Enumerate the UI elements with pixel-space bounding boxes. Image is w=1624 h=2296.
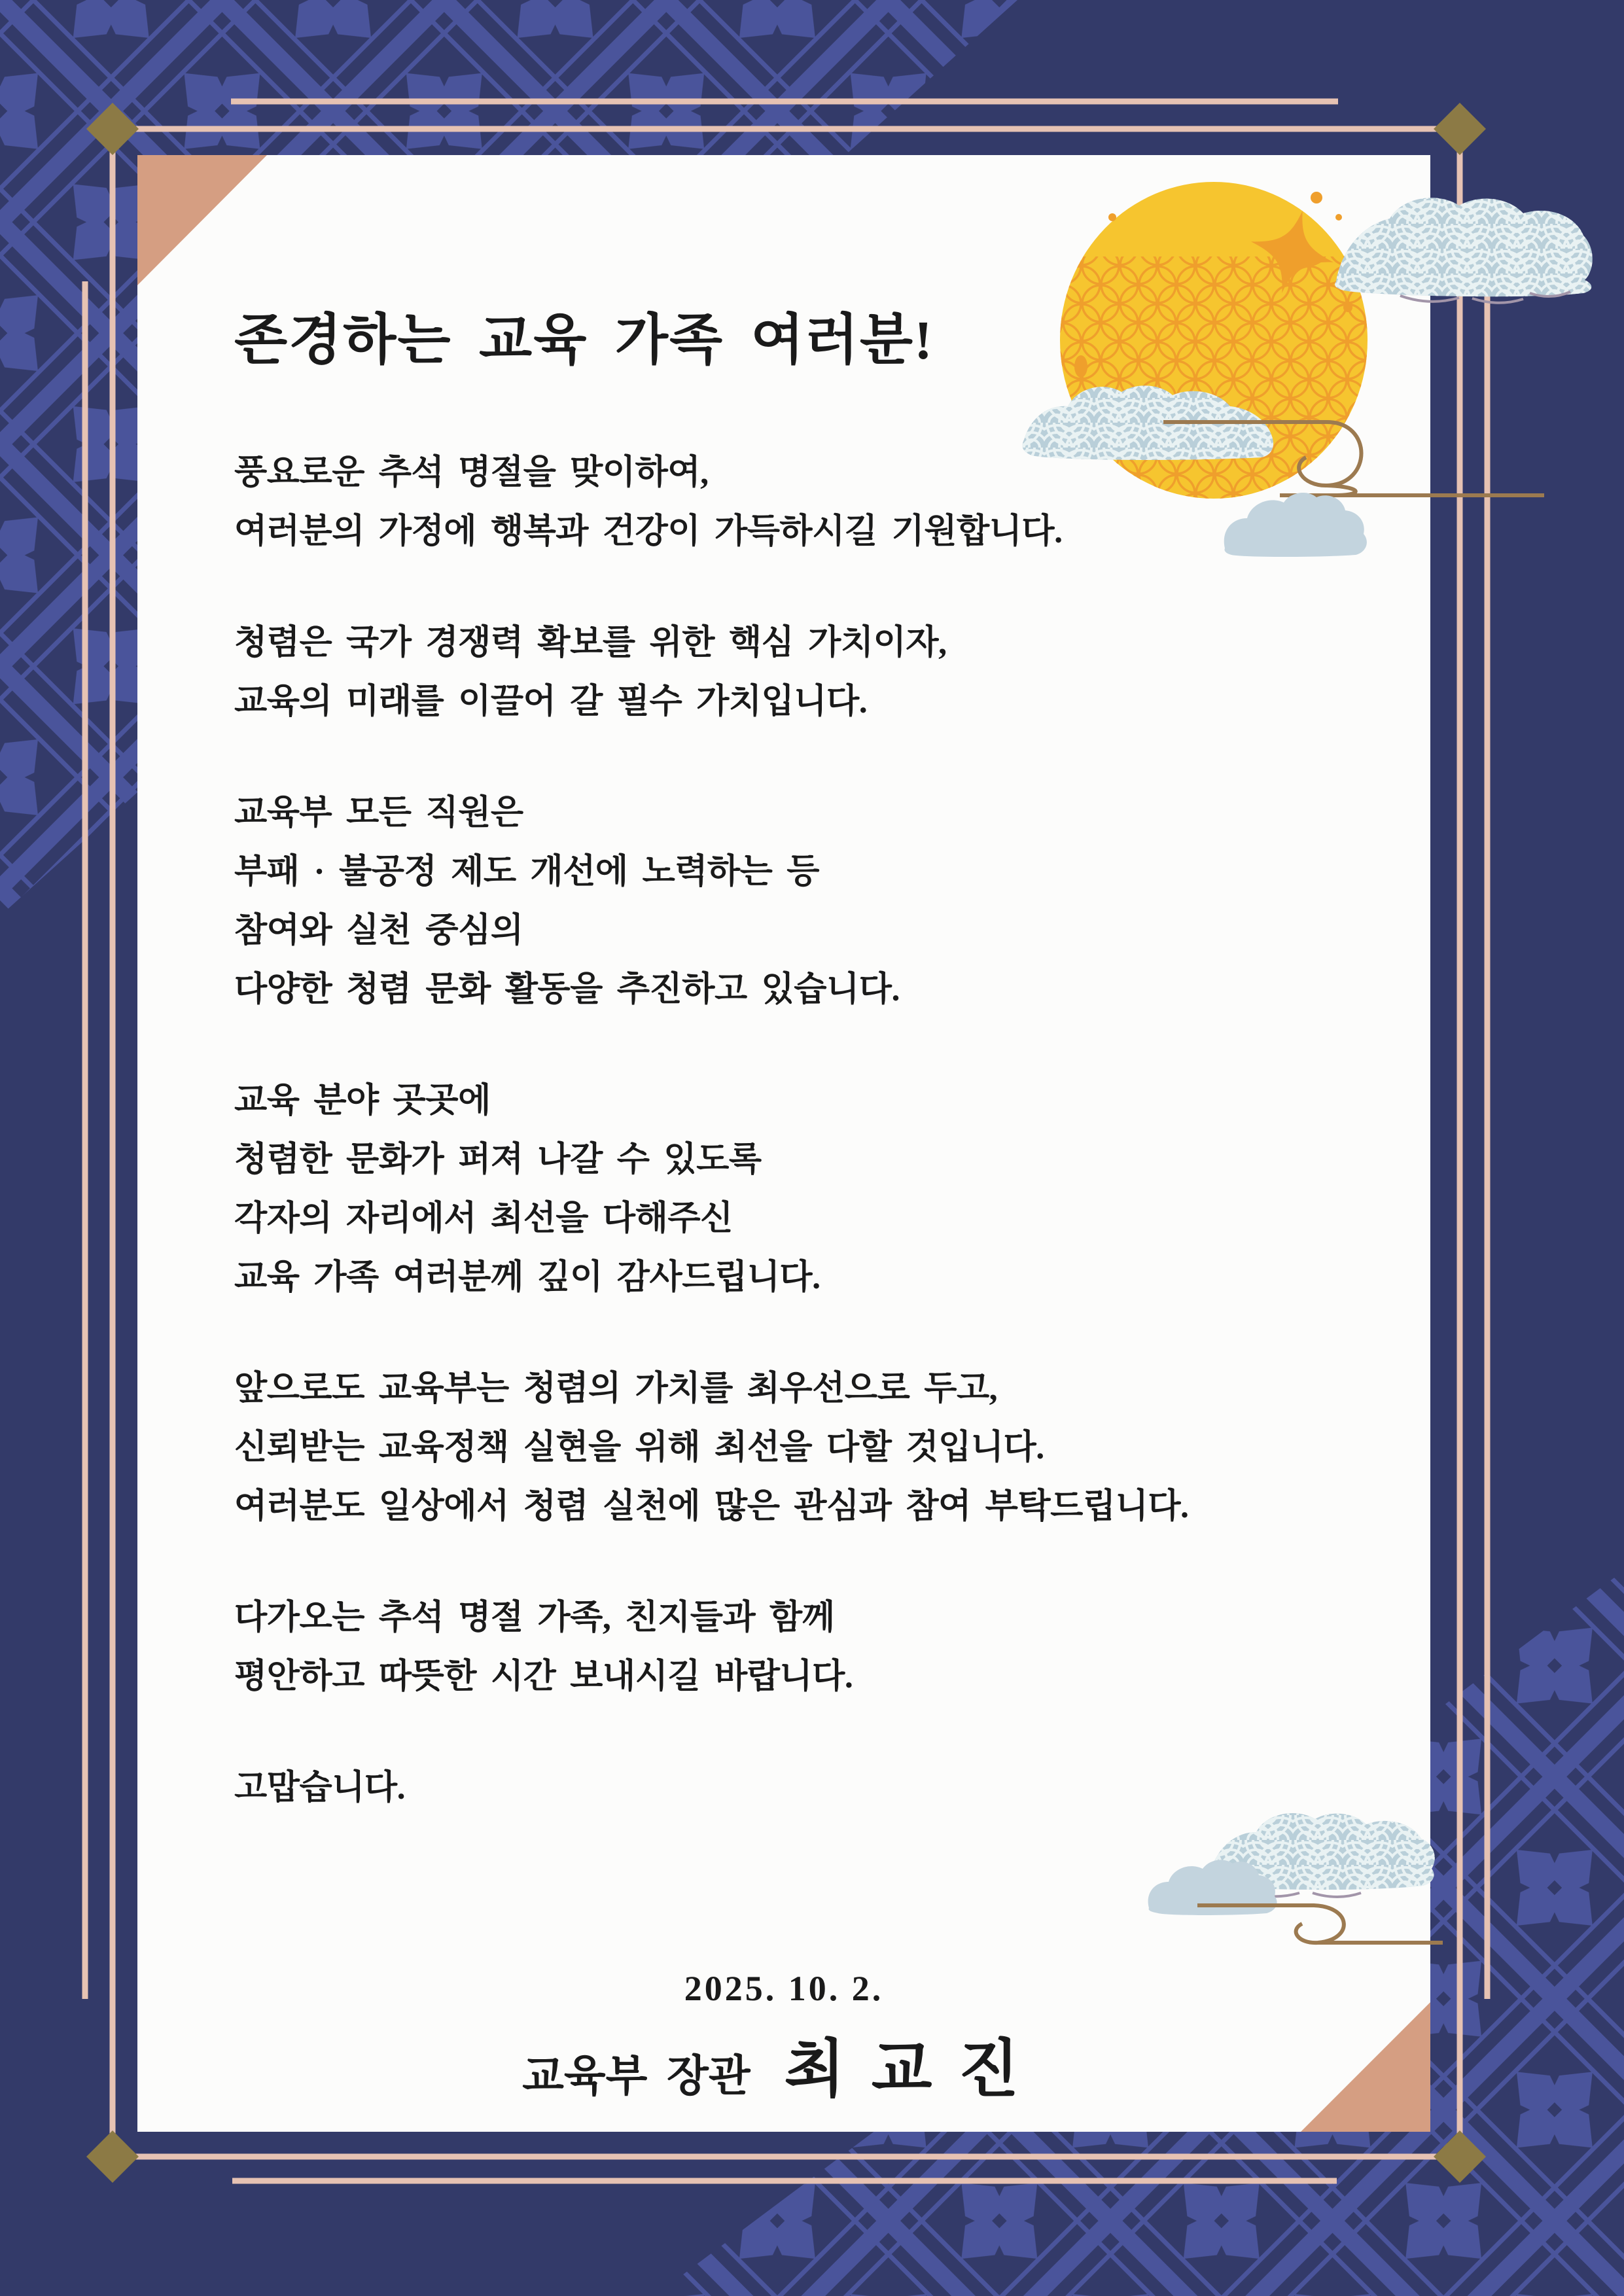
letter-paragraph <box>234 1072 1405 1307</box>
letter-line: 교육의 미래를 이끌어 갈 필수 가치입니다. <box>234 683 868 720</box>
letter-line: 참여와 실천 중심의 <box>234 912 523 949</box>
letter-paragraph <box>234 614 1405 732</box>
letter-line: 고맙습니다. <box>234 1769 406 1807</box>
letter-line: 청렴한 문화가 퍼져 나갈 수 있도록 <box>234 1141 762 1178</box>
letter-line: 교육 분야 곳곳에 <box>234 1082 491 1120</box>
letter-line: 청렴은 국가 경쟁력 확보를 위한 핵심 가치이자, <box>234 624 947 662</box>
letter-line: 부패 · 불공정 제도 개선에 노력하는 등 <box>234 853 819 891</box>
letter-paragraph <box>234 444 1405 561</box>
signature-name: 최교진 <box>784 2034 1046 2104</box>
letter-date: 2025. 10. 2. <box>684 1969 884 2008</box>
letter-line: 평안하고 따뜻한 시간 보내시길 바랍니다. <box>234 1658 853 1695</box>
letter-line: 신뢰받는 교육정책 실현을 위해 최선을 다할 것입니다. <box>234 1429 1044 1466</box>
letter-line: 다양한 청렴 문화 활동을 추진하고 있습니다. <box>234 971 900 1008</box>
letter-title: 존경하는 교육 가족 여러분! <box>234 310 934 371</box>
letter-paragraph <box>234 1759 1405 1818</box>
letter-line: 여러분도 일상에서 청렴 실천에 많은 관심과 참여 부탁드립니다. <box>234 1488 1189 1525</box>
letter-line: 여러분의 가정에 행복과 건강이 가득하시길 기원합니다. <box>234 513 1063 550</box>
letter-paragraph <box>234 784 1405 1019</box>
letter-line: 교육부 모든 직원은 <box>234 794 523 832</box>
signature-line <box>137 2019 1430 2109</box>
letter-line: 각자의 자리에서 최선을 다해주신 <box>234 1200 733 1237</box>
letter-line: 교육 가족 여러분께 깊이 감사드립니다. <box>234 1259 821 1296</box>
letter-line: 앞으로도 교육부는 청렴의 가치를 최우선으로 두고, <box>234 1370 998 1407</box>
letter-line: 다가오는 추석 명절 가족, 친지들과 함께 <box>234 1599 835 1636</box>
letter-line: 풍요로운 추석 명절을 맞이하여, <box>234 454 709 491</box>
letter-paragraph <box>234 1589 1405 1706</box>
letter-paragraph <box>234 1360 1405 1536</box>
signature-org-title: 교육부 장관 <box>522 2053 750 2100</box>
letter-body <box>234 444 1405 1870</box>
